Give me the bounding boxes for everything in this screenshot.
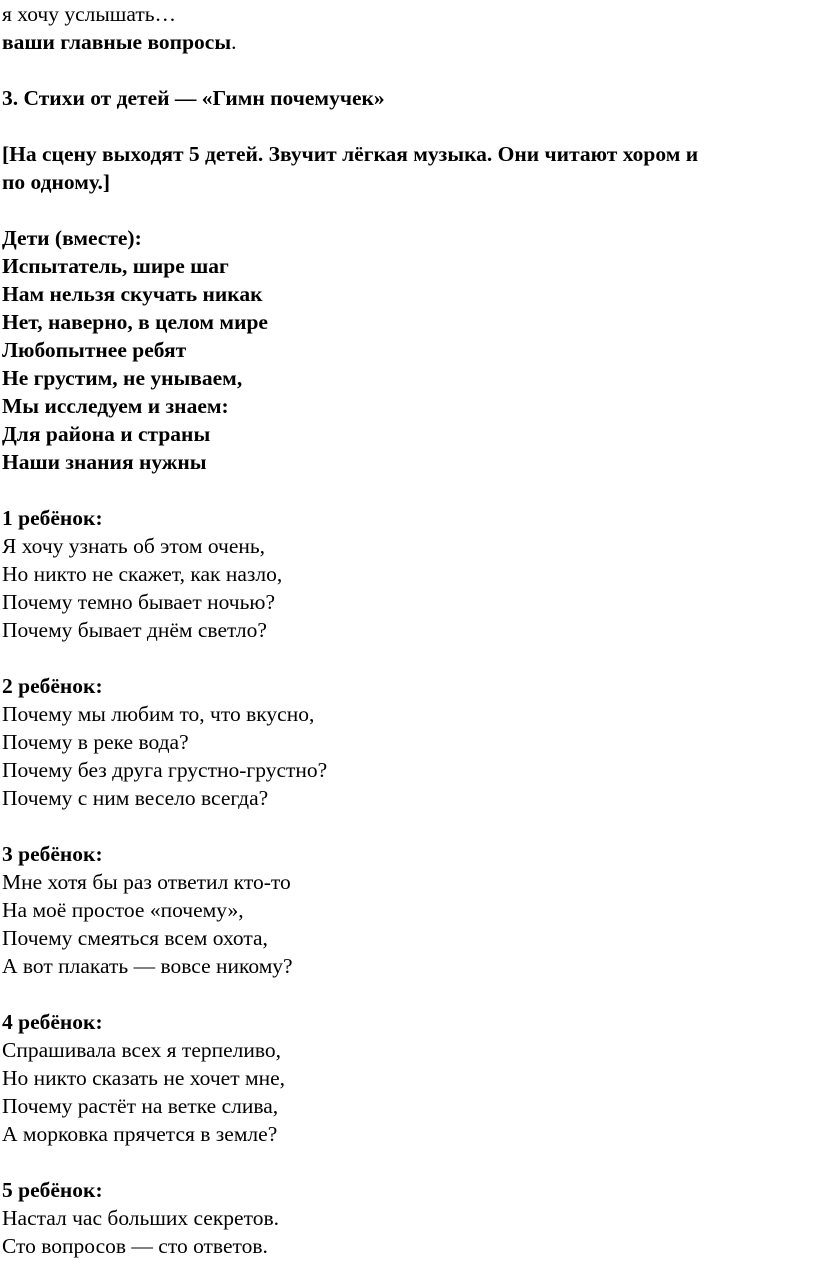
verse-line: Почему мы любим то, что вкусно, [2, 702, 315, 726]
intro-period: . [231, 30, 237, 54]
intro-line-bold [2, 28, 814, 56]
verse-line: Сто вопросов — сто ответов. [2, 1234, 268, 1258]
speaker-label: Дети (вместе): [2, 226, 142, 250]
verse-line: Нам нельзя скучать никак [2, 282, 263, 306]
child-3-block [2, 840, 814, 980]
child-5-block [2, 1176, 814, 1260]
verse-line: Настал час больших секретов. [2, 1206, 279, 1230]
verse-line: На моё простое «почему», [2, 898, 244, 922]
verse-line: Испытатель, шире шаг [2, 254, 229, 278]
speaker-label: 4 ребёнок: [2, 1010, 103, 1034]
verse-line: Почему растёт на ветке слива, [2, 1094, 279, 1118]
verse-line: Почему бывает днём светло? [2, 618, 267, 642]
child-2-block [2, 672, 814, 812]
verse-line: Но никто сказать не хочет мне, [2, 1066, 286, 1090]
speaker-label: 5 ребёнок: [2, 1178, 103, 1202]
verse-line: Спрашивала всех я терпеливо, [2, 1038, 282, 1062]
stage-direction-line: по одному.] [2, 170, 111, 194]
verse-line: Наши знания нужны [2, 450, 207, 474]
verse-line: Почему темно бывает ночью? [2, 590, 276, 614]
verse-line: Почему без друга грустно-грустно? [2, 758, 328, 782]
intro-bold-text: ваши главные вопросы [2, 30, 232, 54]
verse-line: А вот плакать — вовсе никому? [2, 954, 293, 978]
speaker-label: 3 ребёнок: [2, 842, 103, 866]
speaker-label: 1 ребёнок: [2, 506, 103, 530]
verse-line: Почему смеяться всем охота, [2, 926, 268, 950]
verse-line: Мы исследуем и знаем: [2, 394, 229, 418]
child-4-block [2, 1008, 814, 1148]
verse-line: Для района и страны [2, 422, 211, 446]
verse-line: Нет, наверно, в целом мире [2, 310, 268, 334]
verse-line: Мне хотя бы раз ответил кто-то [2, 870, 291, 894]
verse-line: Но никто не скажет, как назло, [2, 562, 283, 586]
verse-line: Не грустим, не унываем, [2, 366, 243, 390]
stage-direction-line: [На сцену выходят 5 детей. Звучит лёгкая музыка. Они читают хором и [2, 142, 699, 166]
verse-line: Я хочу узнать об этом очень, [2, 534, 266, 558]
child-1-block [2, 504, 814, 644]
verse-line: Любопытнее ребят [2, 338, 187, 362]
verse-line: Почему с ним весело всегда? [2, 786, 269, 810]
verse-line: А морковка прячется в земле? [2, 1122, 278, 1146]
section-title: 3. Стихи от детей — «Гимн почемучек» [2, 86, 385, 110]
document-page [2, 0, 814, 1260]
verse-line: Почему в реке вода? [2, 730, 189, 754]
intro-line: я хочу услышать… [2, 2, 177, 26]
speaker-label: 2 ребёнок: [2, 674, 103, 698]
chorus-block [2, 224, 814, 476]
